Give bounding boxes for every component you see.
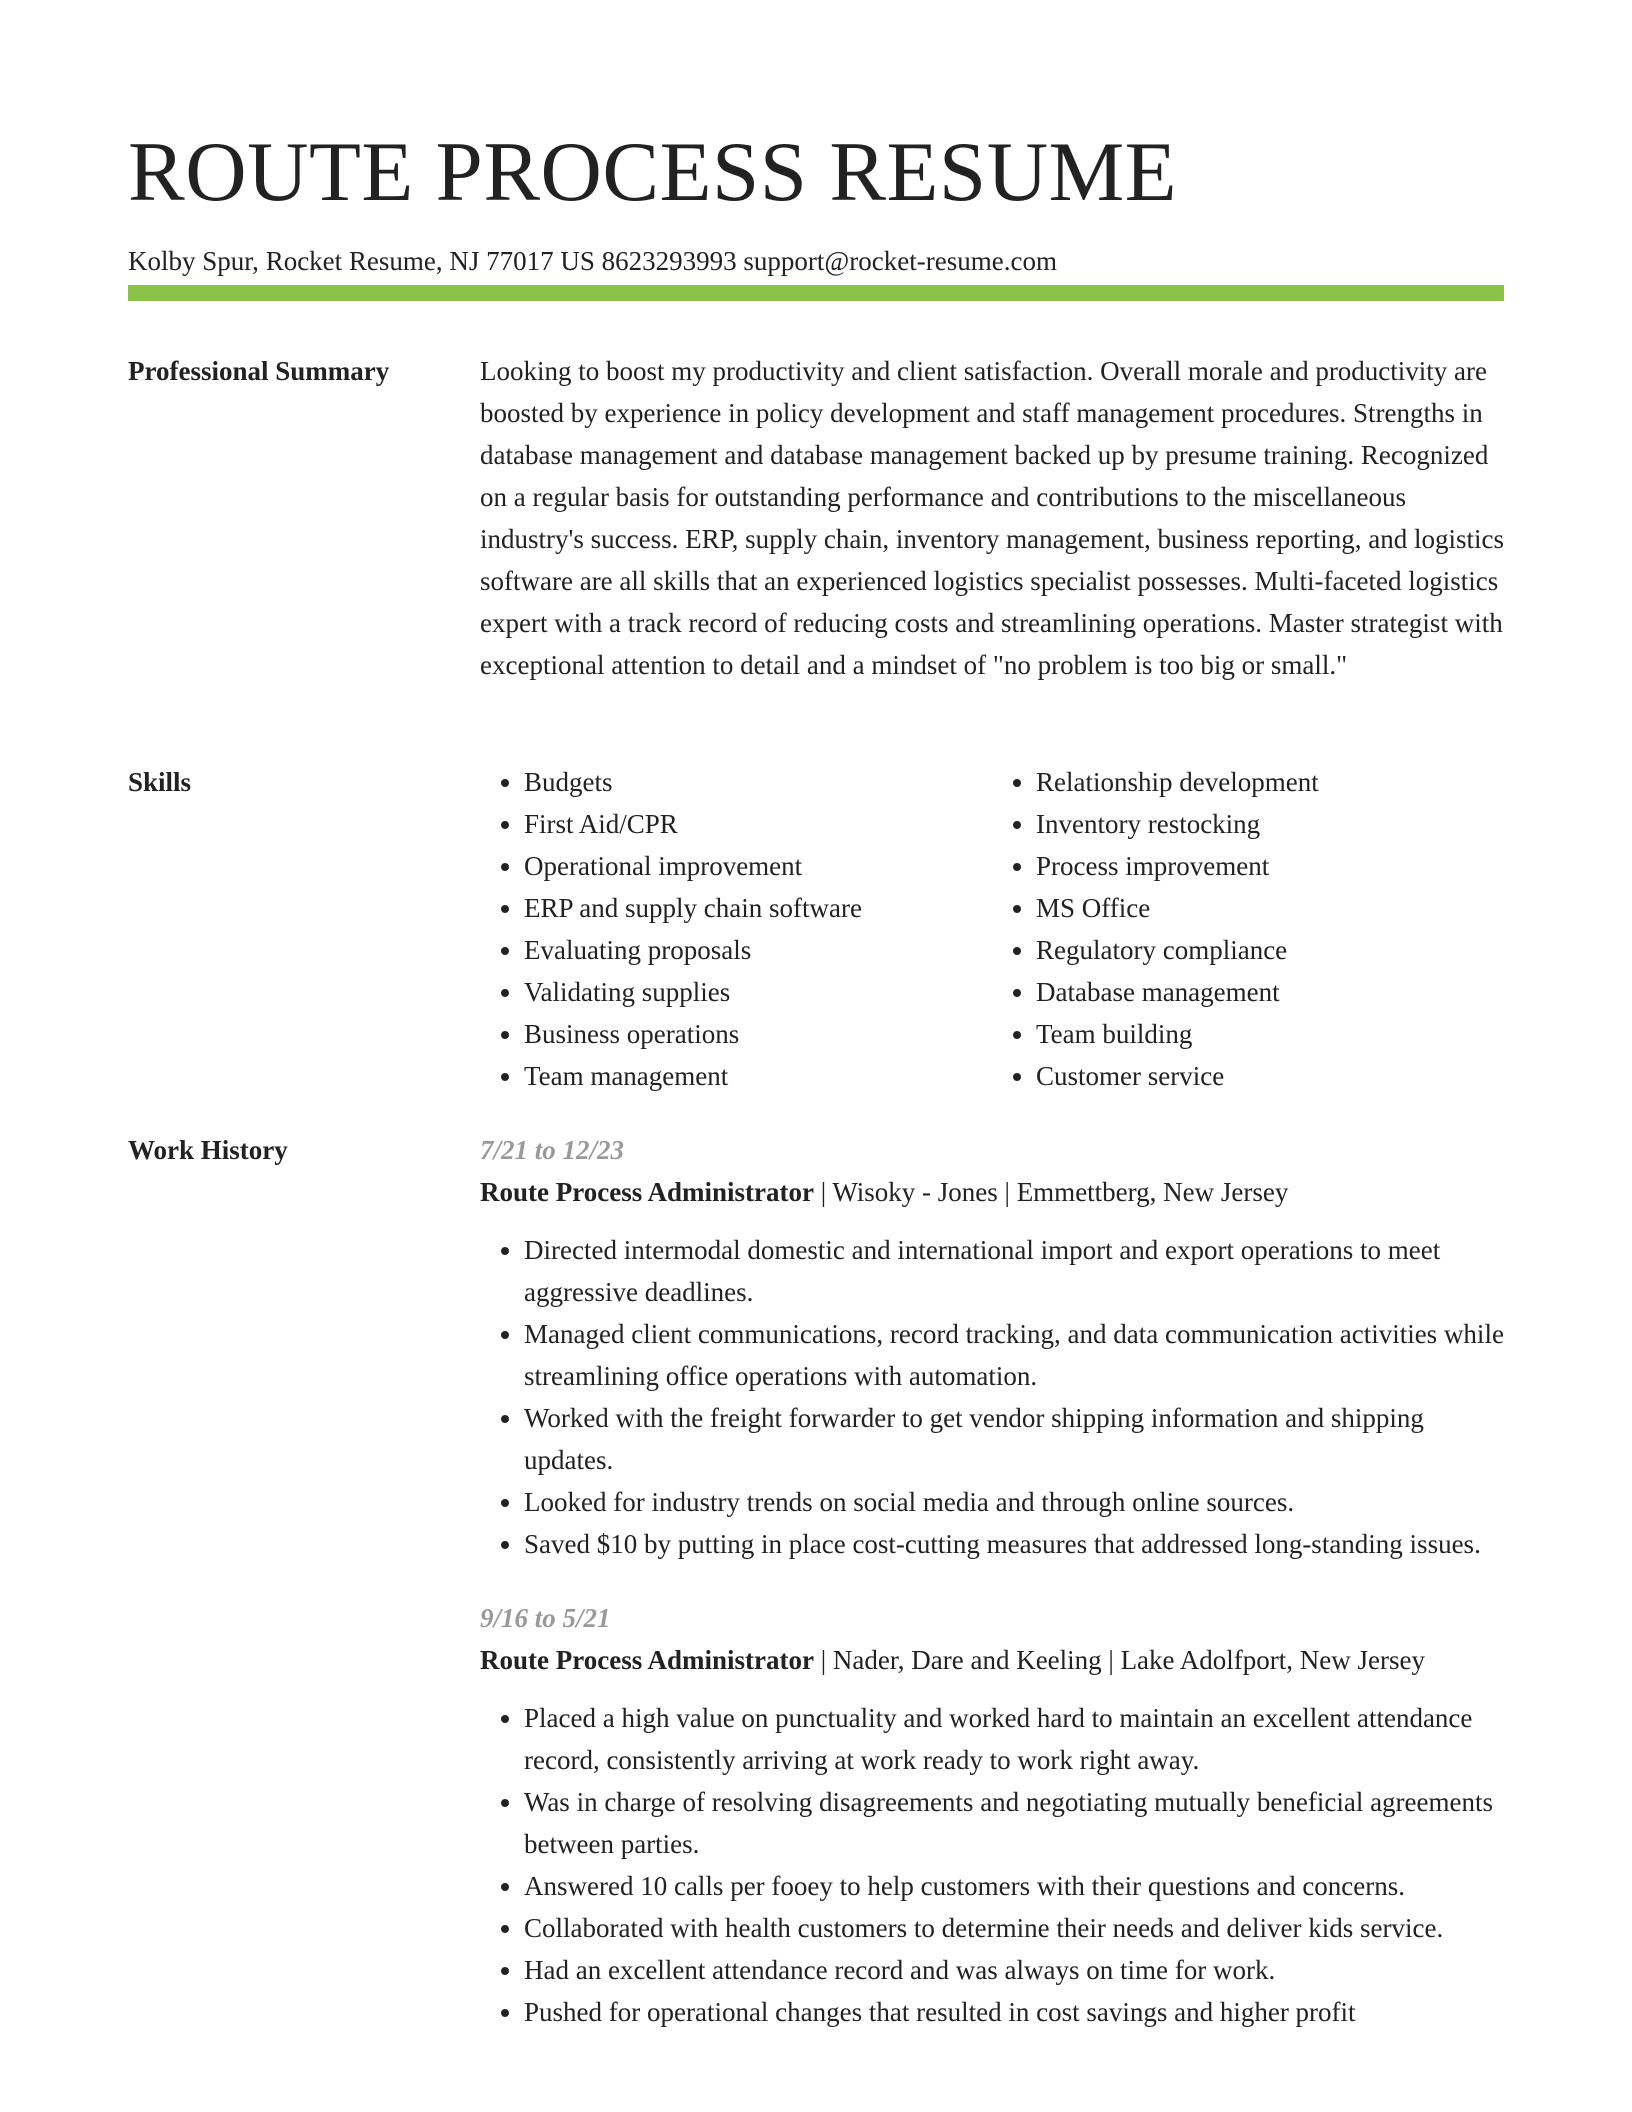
section-label-work-history: Work History	[128, 1135, 288, 1165]
job-bullet: • Collaborated with health customers to determine their needs and deliver kids service.	[524, 1907, 1504, 1949]
section-label-skills: Skills	[128, 767, 192, 797]
job-bullet: • Saved $10 by putting in place cost-cutting measures that addressed long-standing issues.	[524, 1523, 1504, 1565]
resume-header	[128, 122, 1504, 278]
section-label-summary: Professional Summary	[128, 356, 390, 386]
skill-item: • Relationship development	[1036, 761, 1504, 803]
skill-item: • Process improvement	[1036, 845, 1504, 887]
job-bullet: • Had an excellent attendance record and was always on time for work.	[524, 1949, 1504, 1991]
skill-item: • Database management	[1036, 971, 1504, 1013]
job-bullet: • Placed a high value on punctuality and worked hard to maintain an excellent attendance record, consistently arriving at work ready to work right away.	[524, 1697, 1504, 1781]
job-dates: 9/16 to 5/21	[480, 1603, 611, 1633]
contact-name: Kolby Spur,	[128, 246, 259, 276]
job-bullet: • Answered 10 calls per fooey to help customers with their questions and concerns.	[524, 1865, 1504, 1907]
job-bullet: • Managed client communications, record tracking, and data communication activities while streamlining office operations with automation.	[524, 1313, 1504, 1397]
skill-item: • Team building	[1036, 1013, 1504, 1055]
contact-phone: 8623293993	[601, 246, 737, 276]
job-title: Route Process Administrator	[480, 1177, 814, 1207]
skill-item: • Budgets	[524, 761, 992, 803]
job-bullet-list	[480, 1697, 1504, 2033]
skill-item: • Inventory restocking	[1036, 803, 1504, 845]
resume-title: ROUTE PROCESS RESUME	[128, 125, 1178, 219]
summary-body	[480, 350, 1504, 686]
skill-item: • Business operations	[524, 1013, 992, 1055]
job-bullet: • Pushed for operational changes that resulted in cost savings and higher profit	[524, 1991, 1504, 2033]
skill-item: • Customer service	[1036, 1055, 1504, 1097]
skill-item: • First Aid/CPR	[524, 803, 992, 845]
skill-item: • Team management	[524, 1055, 992, 1097]
skill-item: • Validating supplies	[524, 971, 992, 1013]
skills-body	[480, 761, 1504, 1097]
skill-item: • MS Office	[1036, 887, 1504, 929]
job-details: | Wisoky - Jones | Emmettberg, New Jersey	[813, 1177, 1289, 1207]
job-bullet: • Directed intermodal domestic and international import and export operations to meet aggressive deadlines.	[524, 1229, 1504, 1313]
contact-email: support@rocket-resume.com	[743, 246, 1057, 276]
contact-line	[128, 244, 1504, 278]
contact-address: Rocket Resume, NJ 77017 US	[265, 246, 595, 276]
summary-text: Looking to boost my productivity and client satisfaction. Overall morale and productivity are boosted by experience in policy development and staff management procedures. Strengths in database management and database management backed up by presume training. Recognized on a regular basis for outstanding performance and contributions to the miscellaneous industry's success. ERP, supply chain, inventory management, business reporting, and logistics software are all skills that an experienced logistics specialist possesses. Multi-faceted logistics expert with a track record of reducing costs and streamlining operations. Master strategist with exceptional attention to detail and a mindset of "no problem is too big or small."	[480, 356, 1504, 680]
job-title-line	[480, 1639, 1504, 1681]
job-bullet: • Looked for industry trends on social media and through online sources.	[524, 1481, 1504, 1523]
skills-grid	[480, 761, 1504, 1097]
skill-item: • Operational improvement	[524, 845, 992, 887]
skill-item: • Regulatory compliance	[1036, 929, 1504, 971]
job-bullet: • Worked with the freight forwarder to get vendor shipping information and shipping updates.	[524, 1397, 1504, 1481]
job-title: Route Process Administrator	[480, 1645, 814, 1675]
skills-list-left	[480, 761, 992, 1097]
job-dates: 7/21 to 12/23	[480, 1135, 625, 1165]
skill-item: • ERP and supply chain software	[524, 887, 992, 929]
work-history-body	[480, 1129, 1504, 2033]
job-bullet: • Was in charge of resolving disagreements and negotiating mutually beneficial agreements between parties.	[524, 1781, 1504, 1865]
skills-list-right	[992, 761, 1504, 1097]
job-entry	[480, 1129, 1504, 1565]
header-divider	[128, 285, 1504, 301]
job-entry	[480, 1597, 1504, 2033]
skill-item: • Evaluating proposals	[524, 929, 992, 971]
job-bullet-list	[480, 1229, 1504, 1565]
job-details: | Nader, Dare and Keeling | Lake Adolfport, New Jersey	[813, 1645, 1425, 1675]
job-title-line	[480, 1171, 1504, 1213]
